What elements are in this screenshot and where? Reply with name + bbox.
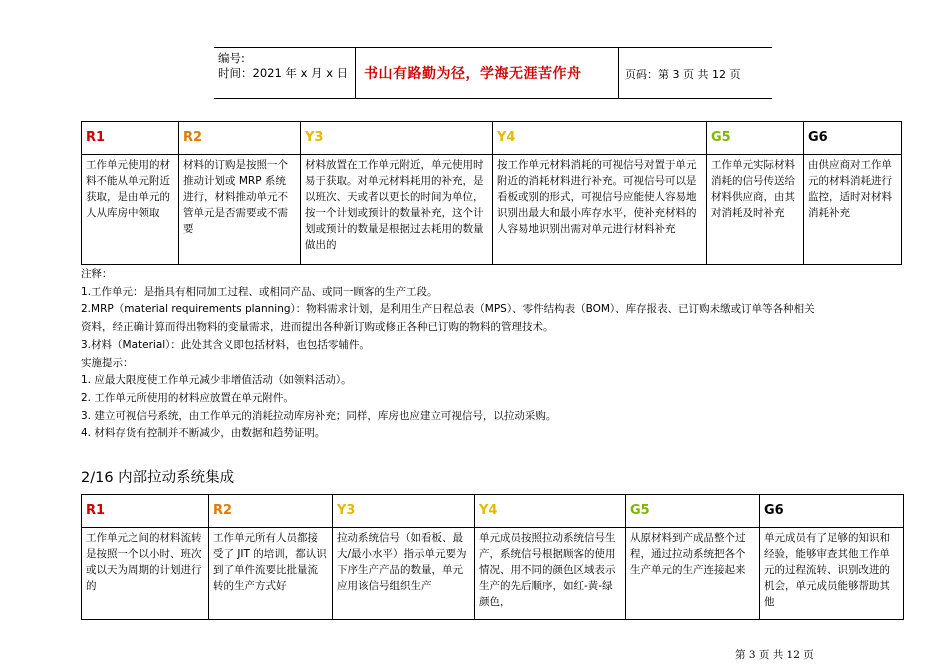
table2-cell-g5: 从原材料到产成品整个过程，通过拉动系统把各个生产单元的生产连接起来 — [626, 528, 760, 620]
table2-header-y4: Y4 — [475, 495, 626, 528]
tip-line: 1. 应最大限度使工作单元减少非增值活动（如领料活动）。 — [81, 374, 352, 387]
table1-cell-y3: 材料放置在工作单元附近，单元使用时易于获取。对单元材料耗用的补充，是以班次、天或者以更长的时间为单位，按一个计划或预计的数量补充，这个计划或预计的数量是根据过去耗用的数量做出的 — [301, 155, 493, 265]
header-meta — [218, 51, 353, 81]
table1-header-y3: Y3 — [301, 122, 493, 155]
table2-header-y3: Y3 — [333, 495, 475, 528]
note-line: 3.材料（Material）：此处其含义即包括材料，也包括零辅件。 — [81, 338, 370, 351]
doc-number-label: 编号: — [218, 51, 245, 65]
header-page-label: 页码：第 3 页 共 12 页 — [625, 68, 741, 81]
tip-line: 2. 工作单元所使用的材料应放置在单元附件。 — [81, 391, 294, 404]
table1-cell-y4: 按工作单元材料消耗的可视信号对置于单元附近的消耗材料进行补充。可视信号可以是看板或别的形式，可视信号应能使人容易地识别出最大和最小库存水平，使补充材料的人容易地识别出需对单元进行材料补充 — [493, 155, 707, 265]
table2-cell-r2: 工作单元所有人员都接受了 JIT 的培训，都认识到了单件流要比批量流转的生产方式好 — [209, 528, 333, 620]
section-title: 2/16 内部拉动系统集成 — [81, 470, 235, 486]
table1-cell-g5: 工作单元实际材料消耗的信号传送给材料供应商，由其对消耗及时补充 — [707, 155, 804, 265]
table2-header-r1: R1 — [82, 495, 209, 528]
tips-title: 实施提示： — [81, 356, 134, 369]
table2-header-g5: G5 — [626, 495, 760, 528]
header-divider — [355, 48, 356, 98]
table1-header-g5: G5 — [707, 122, 804, 155]
header-divider — [618, 48, 619, 98]
notes-title: 注释： — [81, 268, 113, 280]
maturity-table-2 — [81, 494, 904, 620]
doc-time-label: 时间：2021 年 x 月 x 日 — [218, 66, 349, 80]
table2-cell-g6: 单元成员有了足够的知识和经验，能够审查其他工作单元的过程流转、识别改进的机会，单元成员能够帮助其他 — [760, 528, 904, 620]
table2-header-g6: G6 — [760, 495, 904, 528]
table2-header-r2: R2 — [209, 495, 333, 528]
tip-line: 3. 建立可视信号系统，由工作单元的消耗拉动库房补充；同样，库房也应建立可视信号，以拉动采购。 — [81, 409, 557, 422]
table1-header-r1: R1 — [82, 122, 179, 155]
table2-cell-y3: 拉动系统信号（如看板、最大/最小水平）指示单元要为下序生产产品的数量，单元应用该信号组织生产 — [333, 528, 475, 620]
table1-header-g6: G6 — [804, 122, 902, 155]
table2-cell-y4: 单元成员按照拉动系统信号生产，系统信号根据顾客的使用情况、用不同的颜色区域表示生产的先后顺序，如红-黄-绿颜色， — [475, 528, 626, 620]
table1-cell-g6: 由供应商对工作单元的材料消耗进行监控，适时对材料消耗补充 — [804, 155, 902, 265]
page-footer: 第 3 页 共 12 页 — [735, 649, 814, 661]
note-line: 2.MRP（material requirements planning）：物料需求计划，是利用生产日程总表（MPS）、零件结构表（BOM）、库存报表、已订购未缴或订单等各种相关 — [81, 303, 815, 316]
table1-header-r2: R2 — [179, 122, 301, 155]
table1-header-y4: Y4 — [493, 122, 707, 155]
note-line: 资料，经正确计算而得出物料的变量需求，进而提出各种新订购或修正各种已订购的物料的管理技术。 — [81, 321, 554, 334]
page-header — [214, 47, 772, 99]
table1-cell-r2: 材料的订购是按照一个推动计划或 MRP 系统进行，材料推动单元不管单元是否需要或不需要 — [179, 155, 301, 265]
notes-block — [81, 266, 911, 443]
table1-cell-r1: 工作单元使用的材料不能从单元附近获取，是由单元的人从库房中领取 — [82, 155, 179, 265]
note-line: 1.工作单元：是指具有相同加工过程、或相同产品、或同一顾客的生产工段。 — [81, 285, 438, 298]
table2-cell-r1: 工作单元之间的材料流转是按照一个以小时、班次或以天为周期的计划进行的 — [82, 528, 209, 620]
tip-line: 4. 材料存货有控制并不断减少，由数据和趋势证明。 — [81, 427, 326, 440]
maturity-table-1 — [81, 121, 902, 265]
header-motto: 书山有路勤为径，学海无涯苦作舟 — [364, 66, 582, 82]
